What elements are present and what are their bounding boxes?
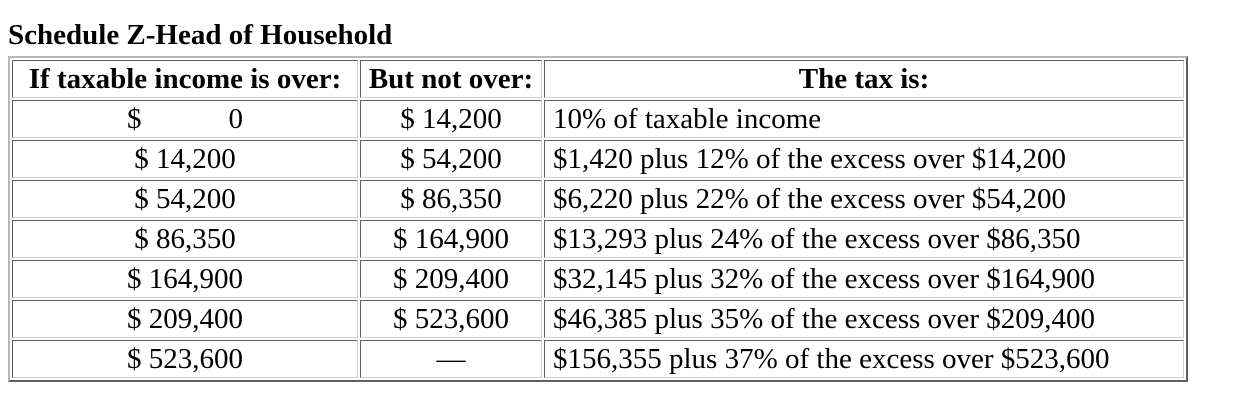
cell-but-not-over: $ 14,200 [360,100,542,138]
table-row [12,260,1184,298]
table-row [12,300,1184,338]
cell-tax-is: $6,220 plus 22% of the excess over $54,200 [544,180,1184,218]
table-header-row [12,60,1184,98]
tax-schedule-table [8,56,1188,382]
cell-tax-is: $1,420 plus 12% of the excess over $14,200 [544,140,1184,178]
table-row [12,140,1184,178]
cell-but-not-over: $ 523,600 [360,300,542,338]
cell-income-over: $ 86,350 [12,220,358,258]
cell-but-not-over: $ 209,400 [360,260,542,298]
cell-but-not-over: $ 86,350 [360,180,542,218]
cell-income-over: $ 523,600 [12,340,358,378]
page-title: Schedule Z-Head of Household [8,19,393,51]
cell-tax-is: $46,385 plus 35% of the excess over $209,400 [544,300,1184,338]
cell-but-not-over: — [360,340,542,378]
cell-income-over: $ 14,200 [12,140,358,178]
cell-tax-is: $156,355 plus 37% of the excess over $523,600 [544,340,1184,378]
table-row [12,220,1184,258]
table-row [12,180,1184,218]
table-row [12,100,1184,138]
cell-tax-is: $13,293 plus 24% of the excess over $86,350 [544,220,1184,258]
header-tax-is: The tax is: [544,60,1184,98]
cell-but-not-over: $ 54,200 [360,140,542,178]
cell-income-over: $ 209,400 [12,300,358,338]
table-row [12,340,1184,378]
cell-income-over: $ 0 [12,100,358,138]
header-but-not-over: But not over: [360,60,542,98]
cell-tax-is: 10% of taxable income [544,100,1184,138]
cell-but-not-over: $ 164,900 [360,220,542,258]
cell-income-over: $ 164,900 [12,260,358,298]
header-income-over: If taxable income is over: [12,60,358,98]
cell-income-over: $ 54,200 [12,180,358,218]
cell-tax-is: $32,145 plus 32% of the excess over $164,900 [544,260,1184,298]
